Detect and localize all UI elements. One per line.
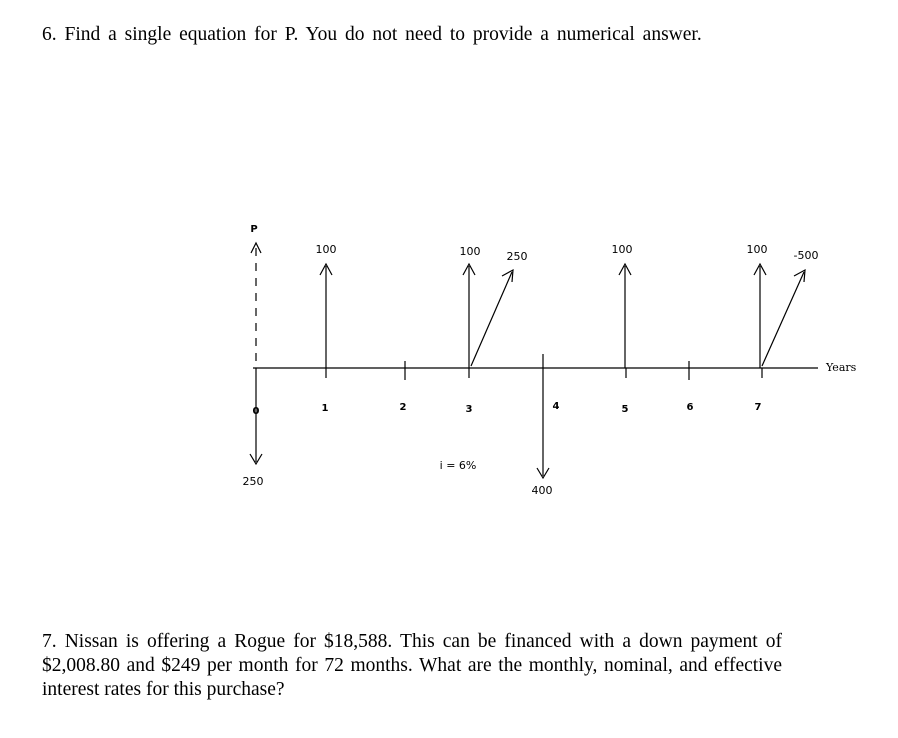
question-6-text: 6. Find a single equation for P. You do not need to provide a numerical answer.: [42, 24, 702, 45]
cash-flow-label-100-year3: 100: [459, 245, 481, 258]
period-label-1: 1: [321, 403, 329, 414]
cash-flow-neg-500-diagonal-arrow: [762, 272, 804, 366]
cash-flow-label-250-up: 250: [506, 250, 528, 263]
interest-rate-label: i = 6%: [439, 459, 477, 472]
cash-flow-label-250-down: 250: [242, 475, 264, 488]
period-label-6: 6: [686, 402, 694, 413]
period-label-5: 5: [621, 404, 629, 415]
cash-flow-neg-500-diagonal-arrowhead: [794, 270, 805, 282]
period-label-2: 2: [399, 402, 407, 413]
unknown-label-p: P: [250, 224, 258, 235]
cash-flow-250-diagonal-arrowhead: [502, 270, 513, 282]
period-label-7: 7: [754, 402, 762, 413]
period-label-4: 4: [552, 401, 560, 412]
question-7-text: 7. Nissan is offering a Rogue for $18,588. This can be financed with a down payment of $2,008.80 and $249 per month for 72 months. What are the monthly, nominal, and effective interest rates for this purchase?: [42, 631, 782, 700]
cash-flow-label-400: 400: [531, 484, 553, 497]
period-label-0: 0: [252, 406, 260, 417]
cash-flow-250-diagonal-arrow: [471, 272, 512, 366]
period-label-3: 3: [465, 404, 473, 415]
cash-flow-label-100-year7: 100: [746, 243, 768, 256]
cash-flow-label-100-year1: 100: [315, 243, 337, 256]
axis-label-years: Years: [826, 361, 857, 374]
cash-flow-label-100-year5: 100: [611, 243, 633, 256]
cash-flow-label-neg-500: -500: [793, 249, 819, 262]
